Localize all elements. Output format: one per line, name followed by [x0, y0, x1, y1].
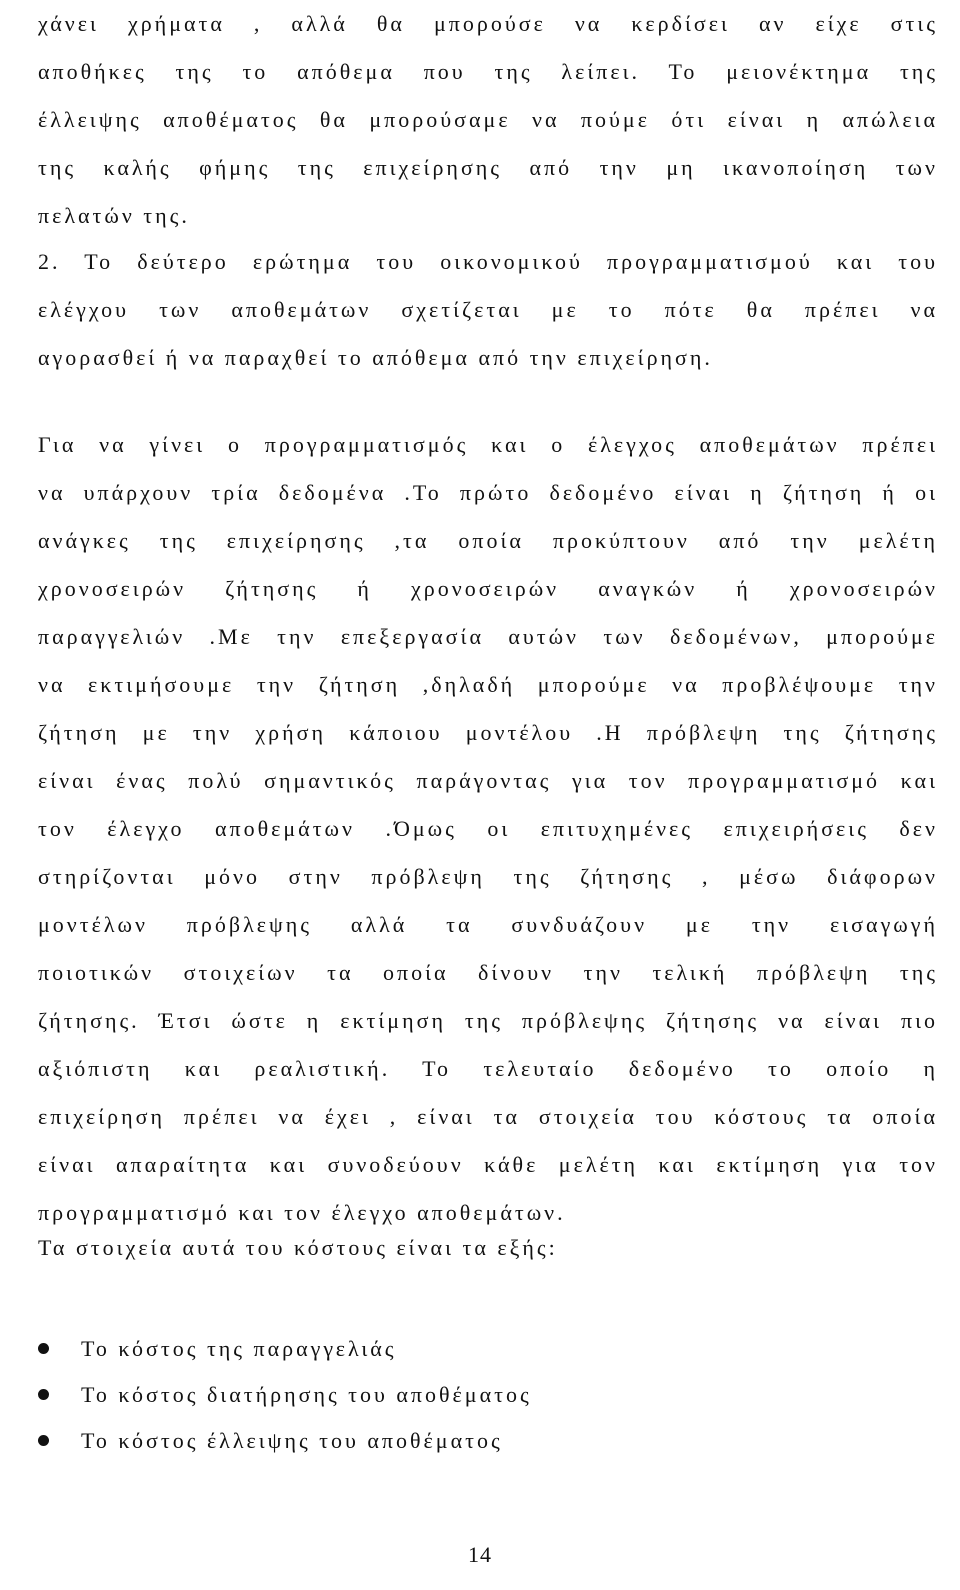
text-line: Τα στοιχεία αυτά του κόστους είναι τα εξής:	[38, 1235, 558, 1260]
list-item-label: Το κόστος έλλειψης του αποθέματος	[81, 1428, 503, 1453]
paragraph-second-question	[38, 238, 938, 382]
text-line: να υπάρχουν τρία δεδομένα .Το πρώτο δεδομένο είναι η ζήτηση ή οι	[38, 480, 938, 505]
cost-bullet-list	[38, 1326, 938, 1464]
text-line: επιχείρηση πρέπει να έχει , είναι τα στοιχεία του κόστους τα οποία	[38, 1104, 938, 1129]
bullet-icon	[38, 1343, 49, 1354]
paragraph-stock-shortage	[38, 0, 938, 240]
text-line: ελέγχου των αποθεμάτων σχετίζεται με το πότε θα πρέπει να	[38, 297, 938, 322]
list-item	[38, 1326, 938, 1372]
text-line: να εκτιμήσουμε την ζήτηση ,δηλαδή μπορούμε να προβλέψουμε την	[38, 672, 938, 697]
text-line: αγορασθεί ή να παραχθεί το απόθεμα από την επιχείρηση.	[38, 345, 713, 370]
text-line: παραγγελιών .Με την επεξεργασία αυτών των δεδομένων, μπορούμε	[38, 624, 938, 649]
list-item-label: Το κόστος της παραγγελιάς	[81, 1336, 397, 1361]
text-line: προγραμματισμό και τον έλεγχο αποθεμάτων.	[38, 1200, 566, 1225]
text-line: μοντέλων πρόβλεψης αλλά τα συνδυάζουν με την εισαγωγή	[38, 912, 938, 937]
paragraph-cost-intro	[38, 1224, 938, 1272]
bullet-icon	[38, 1389, 49, 1400]
paragraph-three-data	[38, 421, 938, 1237]
text-line: είναι απαραίτητα και συνοδεύουν κάθε μελέτη και εκτίμηση για τον	[38, 1152, 938, 1177]
text-line: ζήτησης. Έτσι ώστε η εκτίμηση της πρόβλεψης ζήτησης να είναι πιο	[38, 1008, 938, 1033]
text-line: είναι ένας πολύ σημαντικός παράγοντας για τον προγραμματισμό και	[38, 768, 938, 793]
list-item	[38, 1418, 938, 1464]
text-line: ζήτηση με την χρήση κάποιου μοντέλου .Η πρόβλεψη της ζήτησης	[38, 720, 938, 745]
text-line: ανάγκες της επιχείρησης ,τα οποία προκύπτουν από την μελέτη	[38, 528, 938, 553]
text-line: 2. Το δεύτερο ερώτημα του οικονομικού προγραμματισμού και του	[38, 249, 938, 274]
text-line: Για να γίνει ο προγραμματισμός και ο έλεγχος αποθεμάτων πρέπει	[38, 432, 938, 457]
text-line: ποιοτικών στοιχείων τα οποία δίνουν την τελική πρόβλεψη της	[38, 960, 938, 985]
text-line: αποθήκες της το απόθεμα που της λείπει. Το μειονέκτημα της	[38, 59, 938, 84]
text-line: έλλειψης αποθέματος θα μπορούσαμε να πούμε ότι είναι η απώλεια	[38, 107, 938, 132]
text-line: αξιόπιστη και ρεαλιστική. Το τελευταίο δεδομένο το οποίο η	[38, 1056, 938, 1081]
text-line: πελατών της.	[38, 203, 190, 228]
text-line: τον έλεγχο αποθεμάτων .Όμως οι επιτυχημένες επιχειρήσεις δεν	[38, 816, 938, 841]
text-line: χάνει χρήματα , αλλά θα μπορούσε να κερδίσει αν είχε στις	[38, 11, 938, 36]
text-line: της καλής φήμης της επιχείρησης από την μη ικανοποίηση των	[38, 155, 938, 180]
list-item	[38, 1372, 938, 1418]
text-line: χρονοσειρών ζήτησης ή χρονοσειρών αναγκών ή χρονοσειρών	[38, 576, 938, 601]
page-number: 14	[468, 1542, 492, 1567]
bullet-icon	[38, 1435, 49, 1446]
list-item-label: Το κόστος διατήρησης του αποθέματος	[81, 1382, 532, 1407]
text-line: στηρίζονται μόνο στην πρόβλεψη της ζήτησης , μέσω διάφορων	[38, 864, 938, 889]
